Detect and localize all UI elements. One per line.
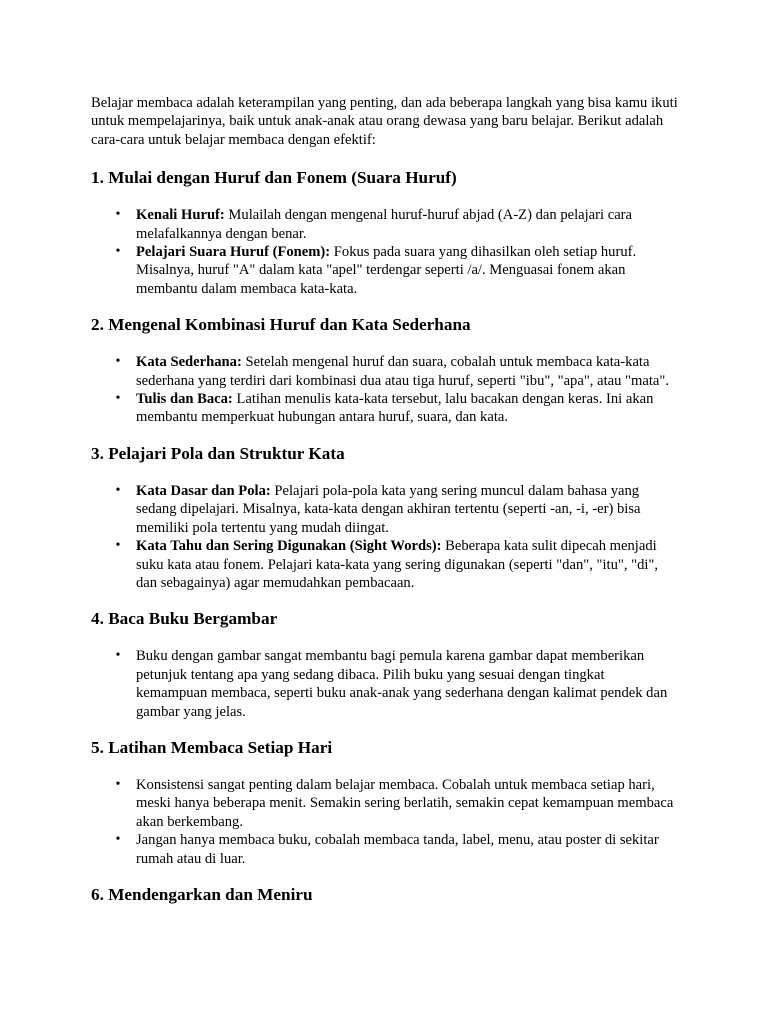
bullet-icon: • [115,207,121,223]
bullet-list [91,776,678,868]
bullet-list [91,206,678,298]
list-item [91,776,678,831]
list-item [91,647,678,721]
bullet-text: Setelah mengenal huruf dan suara, cobalah untuk membaca kata-kata sederhana yang terdiri dari kombinasi dua atau tiga huruf, seperti "ibu", "apa", atau "mata". [136,354,669,389]
intro-paragraph: Belajar membaca adalah keterampilan yang penting, dan ada beberapa langkah yang bisa kamu ikuti untuk mempelajarinya, baik untuk anak-anak atau orang dewasa yang baru belajar. Berikut adalah cara-cara untuk belajar membaca dengan efektif: [91,95,678,148]
bullet-list [91,647,678,721]
bullet-icon: • [115,832,121,848]
bullet-icon: • [115,391,121,407]
list-item [91,482,678,537]
section-heading: 3. Pelajari Pola dan Struktur Kata [91,443,345,463]
bullet-icon: • [115,354,121,370]
bullet-text: Beberapa kata sulit dipecah menjadi suku kata atau fonem. Pelajari kata-kata yang sering digunakan (seperti "dan", "itu", "di", dan sebagainya) agar memudahkan pembacaan. [136,538,659,591]
section-5 [91,737,678,868]
bullet-icon: • [115,648,121,664]
section-heading: 2. Mengenal Kombinasi Huruf dan Kata Sederhana [91,315,471,335]
section-6 [91,884,678,906]
bullet-term: Tulis dan Baca: [136,391,233,408]
bullet-icon: • [115,244,121,260]
bullet-list [91,353,678,427]
bullet-icon: • [115,538,121,554]
bullet-text: Jangan hanya membaca buku, cobalah membaca tanda, label, menu, atau poster di sekitar rumah atau di luar. [136,832,659,867]
section-heading: 5. Latihan Membaca Setiap Hari [91,737,333,757]
bullet-text: Latihan menulis kata-kata tersebut, lalu bacakan dengan keras. Ini akan membantu memperkuat hubungan antara huruf, suara, dan kata. [136,391,654,426]
bullet-text: Fokus pada suara yang dihasilkan oleh setiap huruf. Misalnya, huruf "A" dalam kata "apel" terdengar seperti /a/. Menguasai fonem akan membantu dalam membaca kata-kata. [136,244,637,297]
list-item [91,390,678,427]
bullet-list [91,482,678,592]
list-item [91,206,678,243]
list-item [91,537,678,592]
section-3 [91,443,678,592]
bullet-term: Kata Sederhana: [136,354,242,371]
bullet-icon: • [115,776,121,792]
section-2 [91,314,678,427]
bullet-text: Konsistensi sangat penting dalam belajar membaca. Cobalah untuk membaca setiap hari, meski hanya beberapa menit. Semakin sering berlatih, semakin cepat kemampuan membaca akan berkembang. [136,776,674,830]
bullet-term: Kata Tahu dan Sering Digunakan (Sight Words): [136,538,442,555]
bullet-icon: • [115,482,121,498]
bullet-text: Mulailah dengan mengenal huruf-huruf abjad (A-Z) dan pelajari cara melafalkannya dengan benar. [136,207,633,242]
section-heading: 1. Mulai dengan Huruf dan Fonem (Suara Huruf) [91,168,457,188]
bullet-term: Pelajari Suara Huruf (Fonem): [136,244,331,261]
section-4 [91,608,678,721]
list-item [91,243,678,298]
list-item [91,353,678,390]
section-heading: 6. Mendengarkan dan Meniru [91,884,313,904]
bullet-text: Pelajari pola-pola kata yang sering muncul dalam bahasa yang sedang dipelajari. Misalnya, kata-kata dengan akhiran tertentu (seperti -an, -i, -er) bisa memiliki pola tertentu yang mudah diingat. [136,482,641,536]
bullet-term: Kenali Huruf: [136,207,225,224]
sections-container [91,167,678,906]
bullet-text: Buku dengan gambar sangat membantu bagi pemula karena gambar dapat memberikan petunjuk tentang apa yang sedang dibaca. Pilih buku yang sesuai dengan tingkat kemampuan membaca, seperti buku anak-anak yang sederhana dengan kalimat pendek dan gambar yang jelas. [136,648,668,720]
bullet-term: Kata Dasar dan Pola: [136,482,271,499]
section-1 [91,167,678,298]
list-item [91,831,678,868]
section-heading: 4. Baca Buku Bergambar [91,609,278,629]
